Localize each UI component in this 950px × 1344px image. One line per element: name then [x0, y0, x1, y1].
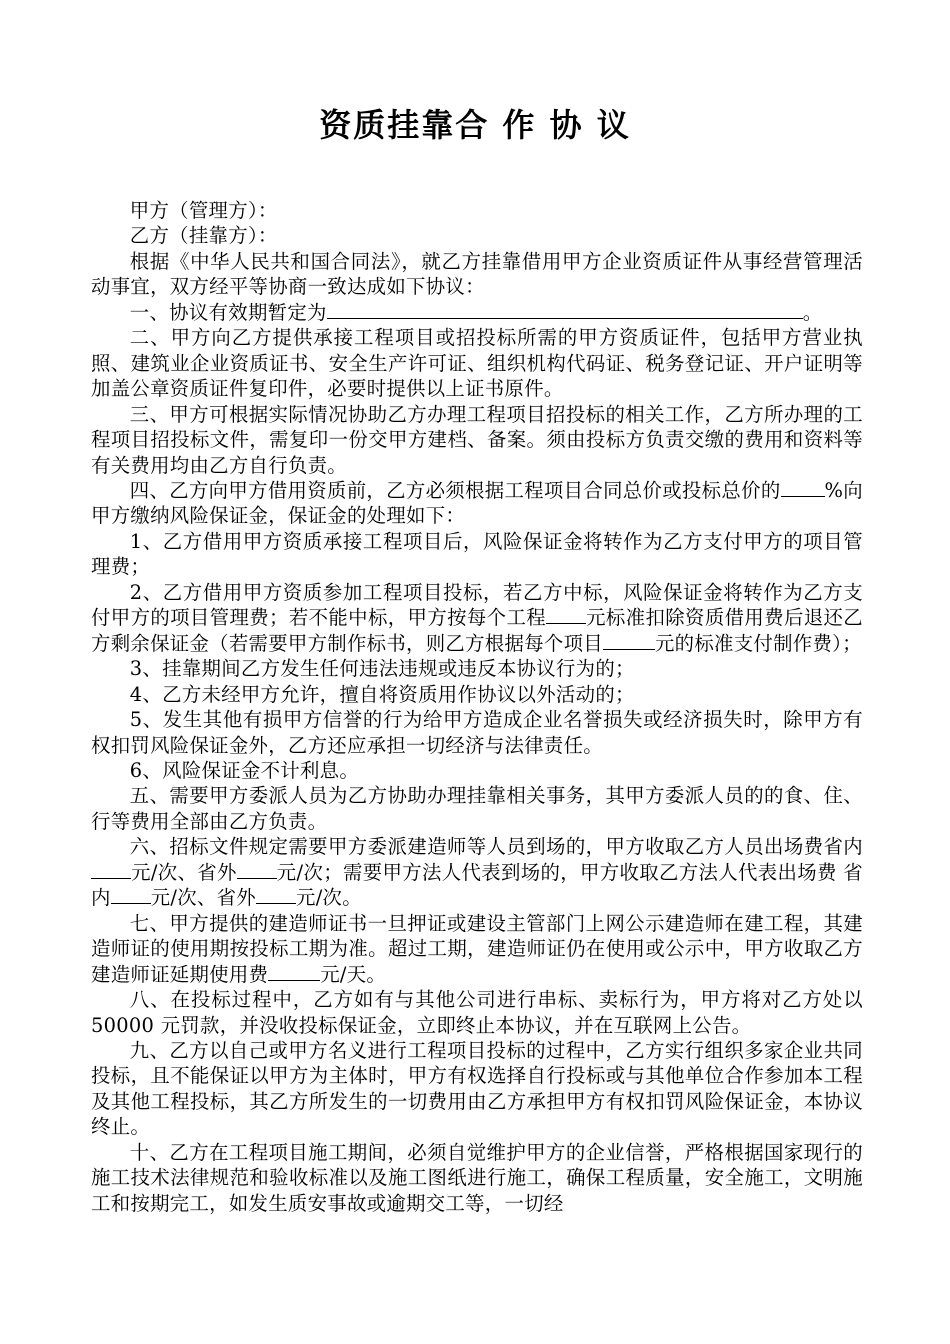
clause-4-item-6: 6、风险保证金不计利息。	[129, 758, 360, 782]
clause-1-text: 一、协议有效期暂定为	[129, 300, 327, 324]
clause-4	[91, 478, 863, 529]
item-2-mid: 元标准扣除资质借用费后退还乙方剩余保证金（若需要甲方制作标书，则乙方根据每个项目	[91, 606, 864, 655]
clause-6-b: 元/次、省外	[131, 860, 237, 884]
clause-4-text: 四、乙方向甲方借用资质前，乙方必须根据工程项目合同总价或投标总价的	[129, 478, 781, 502]
blank-field	[256, 885, 296, 904]
clause-6	[91, 834, 863, 910]
blank-field	[91, 860, 131, 879]
blank-field	[268, 962, 320, 981]
clause-4-item-4: 4、乙方未经甲方允许，擅自将资质用作协议以外活动的；	[129, 682, 635, 706]
intro-paragraph: 根据《中华人民共和国合同法》，就乙方挂靠借用甲方企业资质证件从事经营管理活动事宜，双方经平等协商一致达成如下协议：	[91, 249, 863, 299]
clause-4-item-1: 1、乙方借用甲方资质承接工程项目后，风险保证金将转作为乙方支付甲方的项目管理费；	[91, 529, 863, 579]
document-title: 资质挂靠合 作 协 议	[319, 106, 631, 144]
clause-4-rest: %向甲方缴纳风险保证金，保证金的处理如下：	[91, 478, 863, 528]
clause-6-c: 元/次；需要甲方法人代表到场的，甲方收取乙方法人代表出场费 省内	[91, 860, 863, 910]
item-2-end: 元的标准支付制作费）；	[654, 631, 862, 655]
clause-5: 五、需要甲方委派人员为乙方协助办理挂靠相关事务，其甲方委派人员的的食、住、行等费用全部由乙方负责。	[91, 784, 863, 833]
clause-10: 十、乙方在工程项目施工期间，必须自觉维护甲方的企业信誉，严格根据国家现行的施工技术法律规范和验收标准以及施工图纸进行施工，确保工程质量，安全施工，文明施工和按期完工，如发生质安事故或逾期交工等，一切经	[91, 1140, 863, 1215]
blank-field	[546, 605, 586, 624]
blank-field	[603, 631, 655, 650]
clause-3: 三、甲方可根据实际情况协助乙方办理工程项目招投标的相关工作，乙方所办理的工程项目招投标文件，需复印一份交甲方建档、备案。须由投标方负责交缴的费用和资料等有关费用均由乙方自行负责。	[91, 402, 863, 477]
clause-7	[91, 911, 863, 987]
clause-4-item-2	[91, 580, 863, 656]
clause-7-text: 七、甲方提供的建造师证书一旦押证或建设主管部门上网公示建造师在建工程，其建造师证的使用期按投标工期为准。超过工期，建造师证仍在使用或公示中，甲方收取乙方建造师证延期使用费	[91, 911, 863, 986]
clause-8: 八、在投标过程中，乙方如有与其他公司进行串标、卖标行为，甲方将对乙方处以 50000 元罚款，并没收投标保证金，立即终止本协议，并在互联网上公告。	[91, 988, 863, 1037]
clause-1-end: 。	[802, 300, 823, 324]
clause-6-e: 元/次。	[296, 886, 362, 910]
clause-1	[91, 300, 863, 325]
clause-4-item-5: 5、发生其他有损甲方信誉的行为给甲方造成企业名誉损失或经济损失时，除甲方有权扣罚风险保证金外，乙方还应承担一切经济与法律责任。	[91, 708, 863, 757]
blank-field	[111, 885, 151, 904]
clause-2: 二、甲方向乙方提供承接工程项目或招投标所需的甲方资质证件，包括甲方营业执照、建筑业企业资质证书、安全生产许可证、组织机构代码证、税务登记证、开户证明等加盖公章资质证件复印件，必要时提供以上证书原件。	[91, 326, 863, 401]
clause-6-d: 元/次、省外	[150, 886, 256, 910]
clause-9: 九、乙方以自己或甲方名义进行工程项目投标的过程中，乙方实行组织多家企业共同投标，且不能保证以甲方为主体时，甲方有权选择自行投标或与其他单位合作参加本工程及其他工程投标，其乙方所发生的一切费用由乙方承担甲方有权扣罚风险保证金，本协议终止。	[91, 1038, 863, 1139]
party-b-line: 乙方（挂靠方）：	[129, 224, 278, 248]
party-a-line: 甲方（管理方）：	[129, 199, 278, 222]
item-2-text: 2、乙方借用甲方资质参加工程项目投标，若乙方中标，风险保证金将转作为乙方支付甲方的项目管理费；若不能中标，甲方按每个工程	[91, 580, 863, 630]
clause-6-text: 六、招标文件规定需要甲方委派建造师等人员到场的，甲方收取乙方人员出场费省内	[129, 835, 863, 859]
clause-4-item-3: 3、挂靠期间乙方发生任何违法违规或违反本协议行为的；	[129, 657, 635, 681]
blank-field	[327, 300, 803, 319]
blank-field	[781, 478, 825, 497]
clause-7-end: 元/天。	[320, 962, 387, 986]
document-body	[91, 198, 863, 1216]
blank-field	[237, 860, 277, 879]
